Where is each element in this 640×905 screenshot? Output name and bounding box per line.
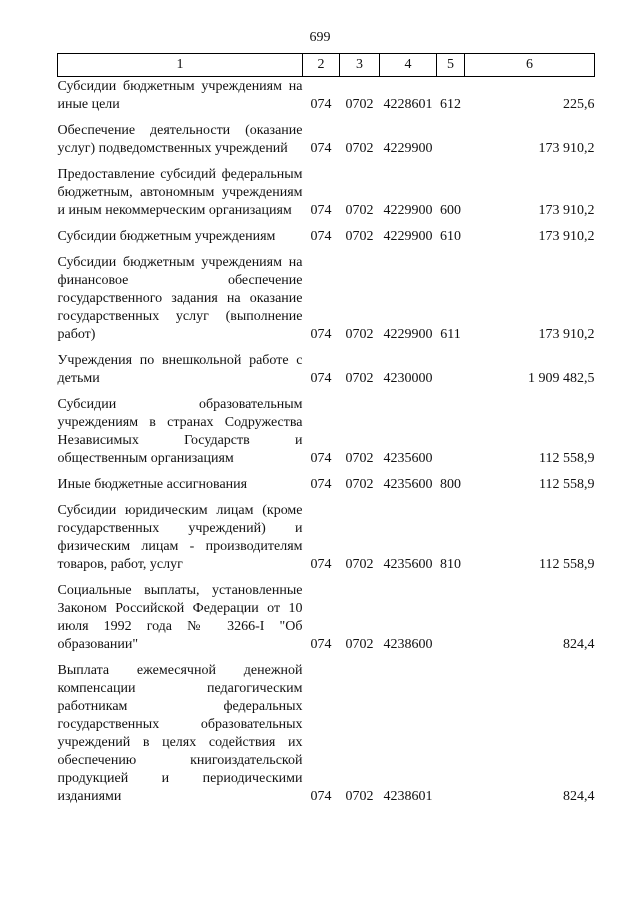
row-name: Обеспечение деятельности (оказание услуг) подведомственных учреждений	[57, 123, 303, 156]
row-admin-code: 074	[310, 789, 332, 804]
row-section-code: 0702	[345, 141, 374, 156]
table-row	[58, 114, 595, 158]
row-amount: 112 558,9	[539, 557, 595, 572]
row-section-code: 0702	[345, 557, 374, 572]
row-target-code: 4230000	[383, 371, 433, 386]
row-name: Социальные выплаты, установленные Законом Российской Федерации от 10 июля 1992 года № 3266-I "Об образовании"	[57, 583, 303, 652]
row-section-code: 0702	[345, 229, 374, 244]
row-target-code: 4229900	[383, 327, 433, 342]
table-row	[58, 246, 595, 344]
table-row	[58, 344, 595, 388]
row-name: Выплата ежемесячной денежной компенсации педагогическим работникам федеральных государственных образовательных учреждений в целях содействия их обеспечению книгоиздательской продукцией и периодическими изданиями	[57, 663, 303, 804]
table-row	[58, 494, 595, 574]
header-col-6: 6	[465, 54, 595, 77]
row-type-code: 611	[440, 327, 461, 342]
row-admin-code: 074	[310, 637, 332, 652]
row-name: Субсидии бюджетным учреждениям	[57, 229, 276, 244]
row-amount: 824,4	[563, 789, 595, 804]
row-name: Предоставление субсидий федеральным бюджетным, автономным учреждениям и иным некоммерческим организациям	[57, 167, 303, 218]
row-target-code: 4238600	[383, 637, 433, 652]
table-body	[58, 77, 595, 807]
header-col-2: 2	[303, 54, 340, 77]
row-type-code: 810	[440, 557, 461, 572]
row-target-code: 4235600	[383, 477, 433, 492]
row-name: Иные бюджетные ассигнования	[57, 477, 248, 492]
row-type-code	[437, 388, 465, 468]
row-section-code: 0702	[345, 477, 374, 492]
budget-table	[57, 53, 595, 806]
header-col-4: 4	[380, 54, 437, 77]
row-type-code	[437, 114, 465, 158]
table-row	[58, 388, 595, 468]
row-admin-code: 074	[310, 229, 332, 244]
row-type-code: 800	[440, 477, 461, 492]
row-amount: 112 558,9	[539, 451, 595, 466]
row-target-code: 4238601	[383, 789, 433, 804]
row-admin-code: 074	[310, 557, 332, 572]
row-target-code: 4235600	[383, 557, 433, 572]
page-number: 699	[309, 30, 331, 45]
row-name: Учреждения по внешкольной работе с детьми	[57, 353, 303, 386]
row-section-code: 0702	[345, 97, 374, 112]
row-name: Субсидии юридическим лицам (кроме государственных учреждений) и физическим лицам - производителям товаров, работ, услуг	[57, 503, 303, 572]
row-type-code	[437, 574, 465, 654]
row-amount: 173 910,2	[538, 327, 595, 342]
row-name: Субсидии бюджетным учреждениям на иные цели	[57, 79, 303, 112]
row-amount: 225,6	[563, 97, 595, 112]
table-row	[58, 158, 595, 220]
row-type-code: 600	[440, 203, 461, 218]
header-col-3: 3	[340, 54, 380, 77]
header-row	[58, 54, 595, 77]
row-type-code: 610	[440, 229, 461, 244]
row-admin-code: 074	[310, 477, 332, 492]
table-row	[58, 654, 595, 806]
row-amount: 824,4	[563, 637, 595, 652]
row-name: Субсидии образовательным учреждениям в странах Содружества Независимых Государств и общественным организациям	[57, 397, 303, 466]
row-admin-code: 074	[310, 327, 332, 342]
row-amount: 173 910,2	[538, 229, 595, 244]
row-name: Субсидии бюджетным учреждениям на финансовое обеспечение государственного задания на оказание государственных услуг (выполнение работ)	[57, 255, 303, 342]
row-type-code	[437, 344, 465, 388]
row-amount: 1 909 482,5	[528, 371, 595, 386]
row-admin-code: 074	[310, 371, 332, 386]
row-target-code: 4229900	[383, 229, 433, 244]
row-type-code: 612	[440, 97, 461, 112]
table-row	[58, 220, 595, 246]
row-admin-code: 074	[310, 97, 332, 112]
row-amount: 173 910,2	[538, 203, 595, 218]
header-col-5: 5	[437, 54, 465, 77]
row-admin-code: 074	[310, 141, 332, 156]
row-target-code: 4228601	[383, 97, 433, 112]
table-row	[58, 468, 595, 494]
row-admin-code: 074	[310, 203, 332, 218]
row-admin-code: 074	[310, 451, 332, 466]
table-header	[58, 54, 595, 77]
table-row	[58, 574, 595, 654]
row-target-code: 4229900	[383, 141, 433, 156]
row-section-code: 0702	[345, 789, 374, 804]
header-col-1: 1	[58, 54, 303, 77]
row-target-code: 4229900	[383, 203, 433, 218]
row-target-code: 4235600	[383, 451, 433, 466]
row-section-code: 0702	[345, 203, 374, 218]
row-section-code: 0702	[345, 327, 374, 342]
row-section-code: 0702	[345, 637, 374, 652]
row-type-code	[437, 654, 465, 806]
row-amount: 173 910,2	[538, 141, 595, 156]
row-section-code: 0702	[345, 451, 374, 466]
table-row	[58, 77, 595, 115]
row-amount: 112 558,9	[539, 477, 595, 492]
row-section-code: 0702	[345, 371, 374, 386]
